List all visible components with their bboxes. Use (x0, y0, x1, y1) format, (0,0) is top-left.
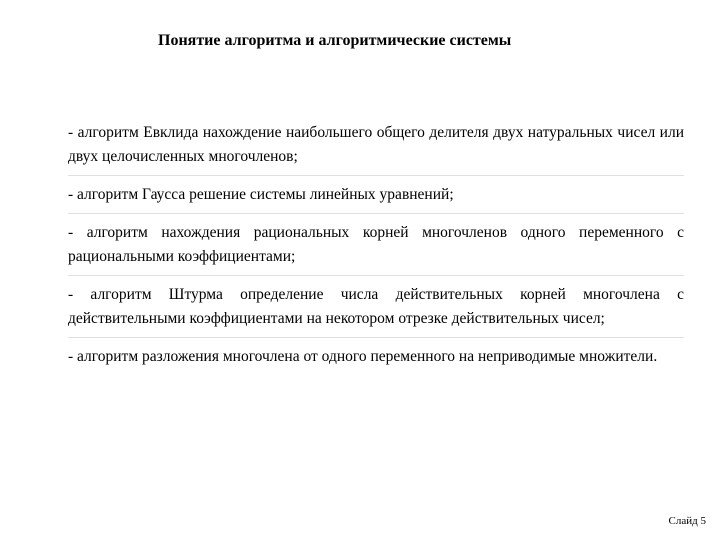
divider (68, 337, 684, 338)
slide-title: Понятие алгоритма и алгоритмические системы (158, 32, 512, 49)
slide-number: Слайд 5 (668, 515, 706, 527)
list-item-gauss: - алгоритм Гаусса решение системы линейных уравнений; (68, 186, 454, 203)
divider (68, 175, 684, 176)
list-item-factorization: - алгоритм разложения многочлена от одного переменного на неприводимые множители. (68, 348, 658, 365)
list-item-rational-roots: - алгоритм нахождения рациональных корней многочленов одного переменного с рациональными коэффициентами; (68, 224, 684, 265)
divider (68, 275, 684, 276)
list-item-euclid: - алгоритм Евклида нахождение наибольшего общего делителя двух натуральных чисел или двух целочисленных многочленов; (68, 124, 684, 165)
divider (68, 213, 684, 214)
algorithm-list (68, 121, 684, 369)
list-item-sturm: - алгоритм Штурма определение числа действительных корней многочлена с действительными коэффициентами на некотором отрезке действительных чисел; (68, 286, 684, 327)
